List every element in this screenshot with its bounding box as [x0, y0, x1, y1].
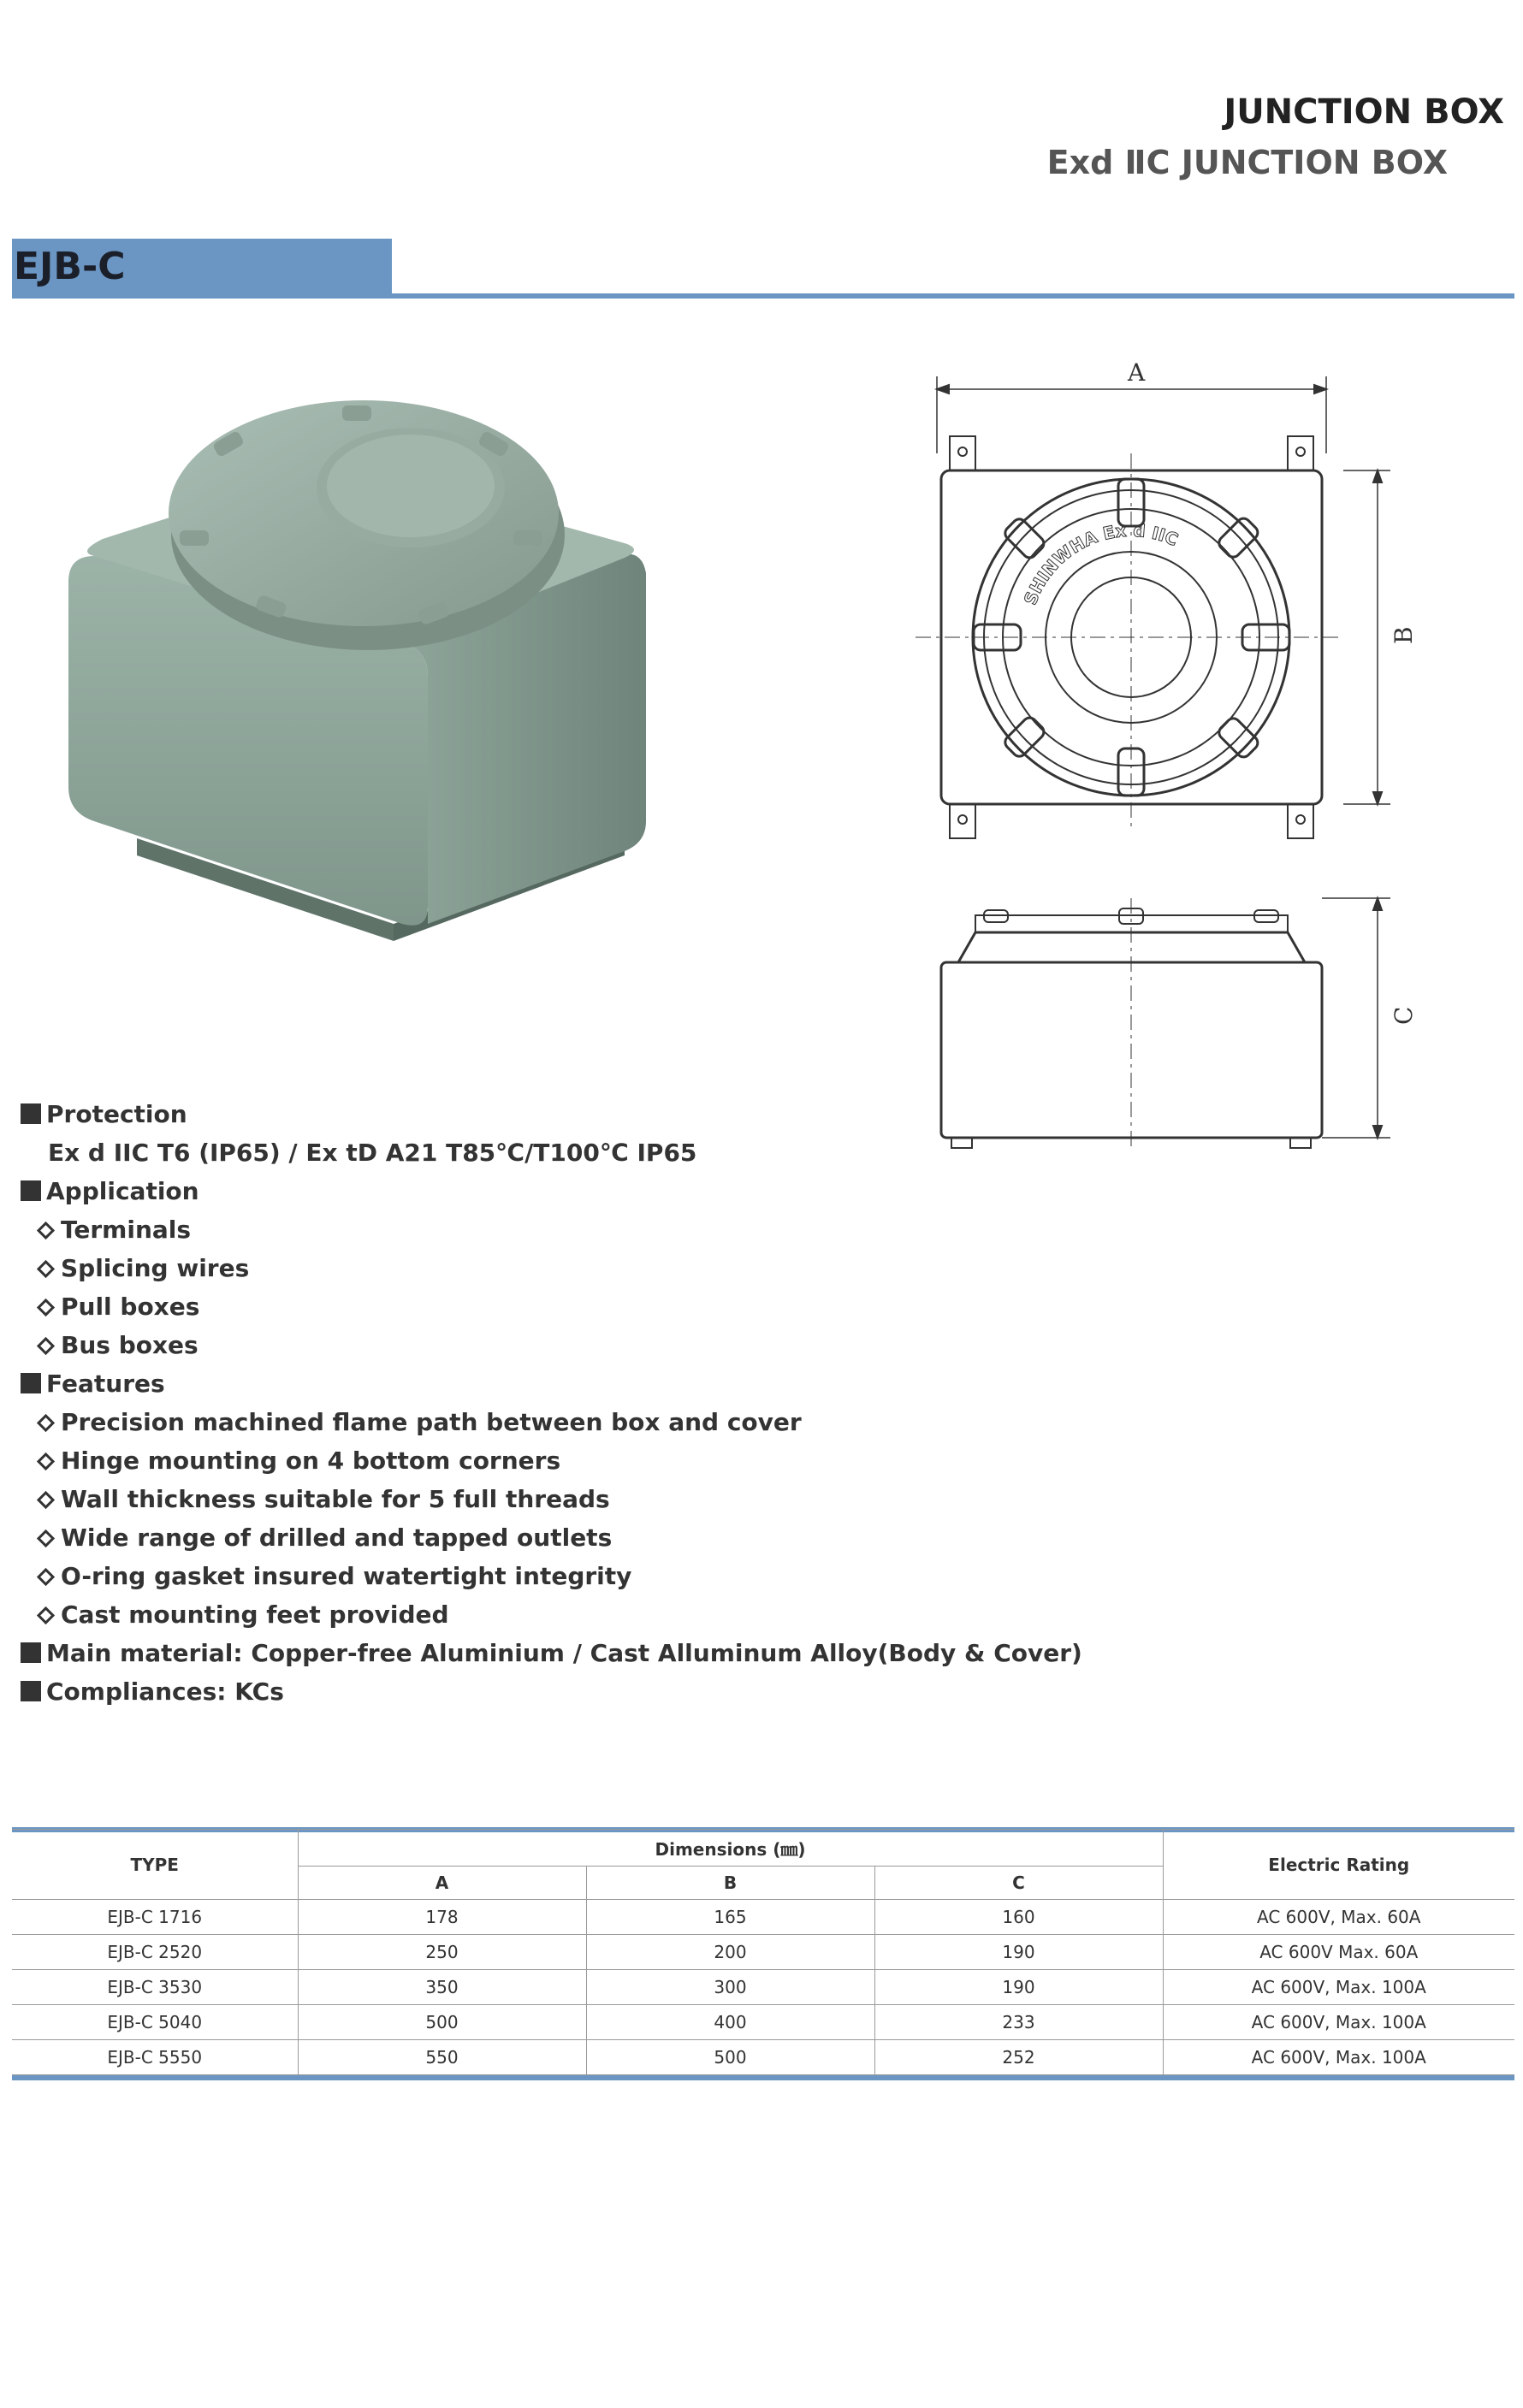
bullet-square-icon — [21, 1642, 41, 1663]
cell-a: 350 — [298, 1970, 586, 2005]
spec-heading-protection: Protection — [21, 1095, 1133, 1133]
cell-c: 233 — [874, 2005, 1163, 2040]
spec-heading-application: Application — [21, 1172, 1133, 1210]
spec-feature-item: Wide range of drilled and tapped outlets — [21, 1518, 1133, 1557]
bullet-diamond-icon — [37, 1222, 55, 1239]
cell-type: EJB-C 2520 — [12, 1935, 298, 1970]
cover-text: SHINWHA Ex d IIC — [1019, 519, 1182, 608]
spec-feature-item: Hinge mounting on 4 bottom corners — [21, 1441, 1133, 1480]
cell-rating: AC 600V, Max. 100A — [1163, 2005, 1514, 2040]
cell-c: 190 — [874, 1970, 1163, 2005]
bullet-square-icon — [21, 1681, 41, 1701]
table-row — [12, 2005, 1514, 2040]
cell-b: 200 — [586, 1935, 874, 1970]
cell-type: EJB-C 1716 — [12, 1900, 298, 1935]
bullet-diamond-icon — [37, 1260, 55, 1278]
table-row — [12, 1970, 1514, 2005]
spec-application-item: Terminals — [21, 1210, 1133, 1249]
table-bottom-rule — [12, 2075, 1514, 2080]
spec-list — [21, 1095, 1133, 1711]
spec-heading-features: Features — [21, 1364, 1133, 1403]
page-title: JUNCTION BOX — [1224, 92, 1504, 132]
spec-application-item: Pull boxes — [21, 1287, 1133, 1326]
spec-material: Main material: Copper-free Aluminium / Cast Alluminum Alloy(Body & Cover) — [21, 1634, 1133, 1672]
cell-type: EJB-C 5550 — [12, 2040, 298, 2075]
dim-label-b: B — [1390, 626, 1418, 644]
dim-label-a: A — [1128, 358, 1146, 387]
table-row — [12, 1900, 1514, 1935]
spec-feature-item: Cast mounting feet provided — [21, 1595, 1133, 1634]
table-row — [12, 2040, 1514, 2075]
cell-rating: AC 600V, Max. 100A — [1163, 2040, 1514, 2075]
spec-application-item: Splicing wires — [21, 1249, 1133, 1287]
table-row — [12, 1935, 1514, 1970]
bullet-diamond-icon — [37, 1337, 55, 1355]
cell-b: 165 — [586, 1900, 874, 1935]
cell-b: 300 — [586, 1970, 874, 2005]
bullet-diamond-icon — [37, 1414, 55, 1432]
bullet-diamond-icon — [37, 1606, 55, 1624]
cell-rating: AC 600V, Max. 60A — [1163, 1900, 1514, 1935]
model-name: EJB-C — [14, 245, 126, 288]
cell-type: EJB-C 3530 — [12, 1970, 298, 2005]
spec-feature-item: Precision machined flame path between box and cover — [21, 1403, 1133, 1441]
bullet-diamond-icon — [37, 1568, 55, 1586]
bullet-diamond-icon — [37, 1452, 55, 1470]
col-header-a: A — [298, 1867, 586, 1900]
cell-c: 252 — [874, 2040, 1163, 2075]
cell-a: 500 — [298, 2005, 586, 2040]
bullet-square-icon — [21, 1373, 41, 1393]
cell-type: EJB-C 5040 — [12, 2005, 298, 2040]
dim-label-c: C — [1390, 1006, 1418, 1025]
cell-rating: AC 600V Max. 60A — [1163, 1935, 1514, 1970]
bullet-diamond-icon — [37, 1299, 55, 1316]
cell-c: 190 — [874, 1935, 1163, 1970]
cell-a: 250 — [298, 1935, 586, 1970]
product-photo — [34, 359, 684, 975]
bullet-square-icon — [21, 1103, 41, 1124]
model-divider — [12, 293, 1514, 299]
page-subtitle: Exd ⅡC JUNCTION BOX — [1046, 144, 1448, 181]
col-header-b: B — [586, 1867, 874, 1900]
spec-compliance: Compliances: KCs — [21, 1672, 1133, 1711]
spec-feature-item: Wall thickness suitable for 5 full threads — [21, 1480, 1133, 1518]
spec-feature-item: O-ring gasket insured watertight integrity — [21, 1557, 1133, 1595]
cell-a: 178 — [298, 1900, 586, 1935]
bullet-square-icon — [21, 1180, 41, 1201]
col-header-type: TYPE — [12, 1830, 298, 1900]
col-header-c: C — [874, 1867, 1163, 1900]
bullet-diamond-icon — [37, 1529, 55, 1547]
dimension-drawing — [898, 342, 1463, 1155]
cell-b: 500 — [586, 2040, 874, 2075]
cell-c: 160 — [874, 1900, 1163, 1935]
dimensions-table — [12, 1829, 1514, 2075]
col-header-dimensions: Dimensions (㎜) — [298, 1830, 1163, 1867]
spec-application-item: Bus boxes — [21, 1326, 1133, 1364]
cell-b: 400 — [586, 2005, 874, 2040]
cell-rating: AC 600V, Max. 100A — [1163, 1970, 1514, 2005]
col-header-rating: Electric Rating — [1163, 1830, 1514, 1900]
cell-a: 550 — [298, 2040, 586, 2075]
bullet-diamond-icon — [37, 1491, 55, 1509]
spec-protection-value: Ex d IIC T6 (IP65) / Ex tD A21 T85℃/T100℃ IP65 — [48, 1139, 697, 1167]
